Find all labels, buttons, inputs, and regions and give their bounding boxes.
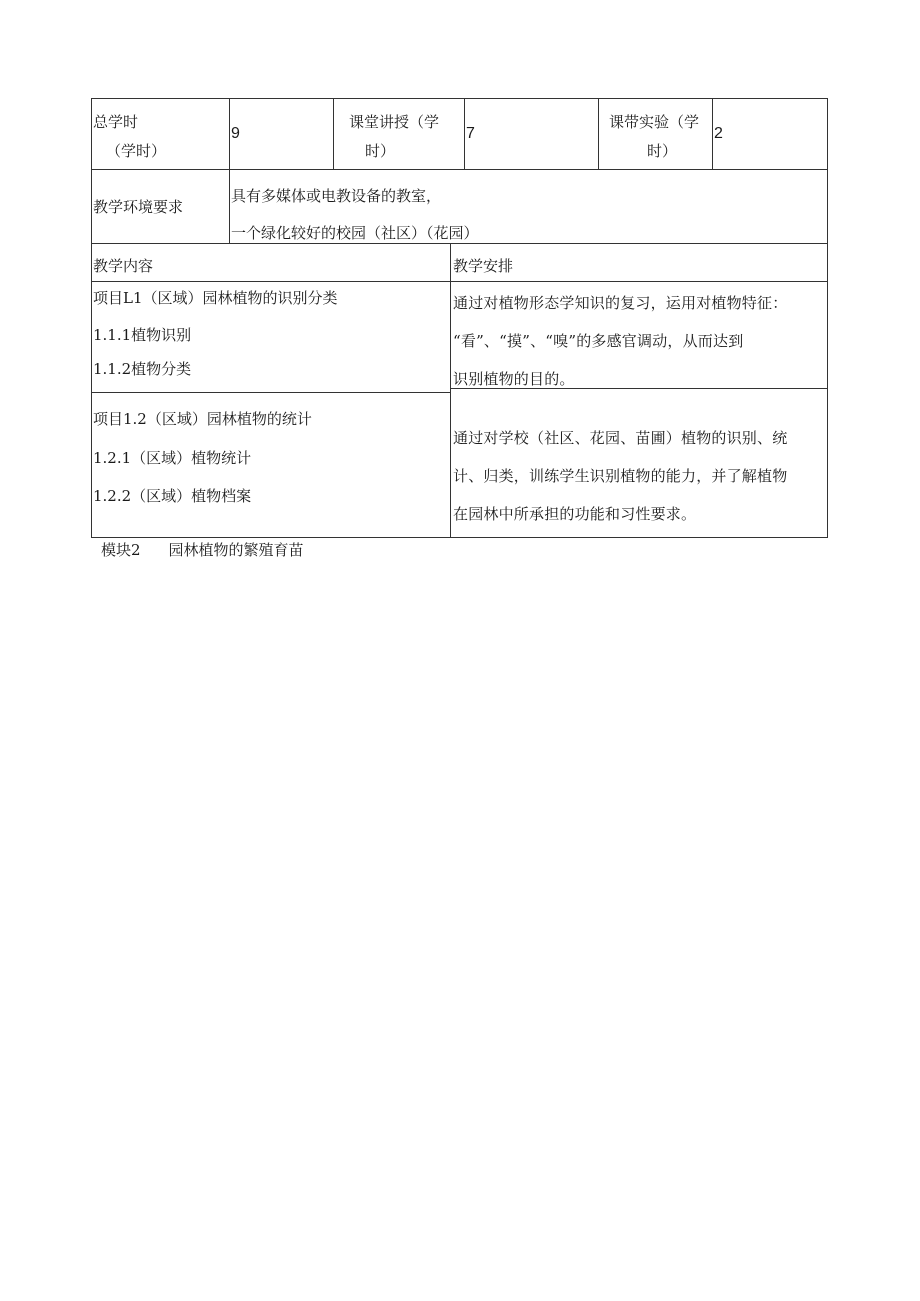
module-title: 园林植物的繁殖育苗 bbox=[168, 541, 304, 559]
header-teaching-content: 教学内容 bbox=[93, 257, 154, 275]
environment-label: 教学环境要求 bbox=[93, 198, 184, 216]
project-2-arrangement-line-2: 计、归类，训练学生识别植物的能力，并了解植物 bbox=[453, 467, 788, 485]
project-1-item-2: 1.1.2植物分类 bbox=[93, 360, 192, 378]
environment-label-cell bbox=[92, 169, 230, 243]
content-table bbox=[91, 243, 828, 538]
environment-line-1: 具有多媒体或电教设备的教室， bbox=[231, 187, 442, 205]
total-hours-label-line1: 总学时 bbox=[93, 113, 139, 131]
project-2-item-2: 1.2.2（区域）植物档案 bbox=[93, 487, 252, 505]
left-section-divider bbox=[92, 392, 450, 393]
total-hours-value-cell bbox=[230, 99, 334, 169]
project-2-item-1: 1.2.1（区域）植物统计 bbox=[93, 449, 252, 467]
column-divider bbox=[450, 243, 451, 537]
lecture-hours-label-line2: 时） bbox=[365, 142, 396, 160]
project-2-arrangement bbox=[453, 419, 829, 533]
project-1-arrangement-line-3: 识别植物的目的。 bbox=[453, 370, 575, 388]
project-2-title: 项目1.2（区域）园林植物的统计 bbox=[93, 410, 312, 428]
lecture-hours-value: 7 bbox=[466, 125, 475, 142]
next-module-heading bbox=[101, 539, 304, 561]
header-divider bbox=[92, 281, 827, 282]
lab-hours-label-cell bbox=[599, 99, 713, 169]
lecture-hours-label-line1: 课堂讲授（学 bbox=[349, 113, 440, 131]
total-hours-value: 9 bbox=[231, 125, 240, 142]
environment-line-2: 一个绿化较好的校园（社区）（花园） bbox=[231, 224, 479, 242]
hours-row bbox=[91, 98, 828, 170]
header-teaching-arrangement: 教学安排 bbox=[453, 257, 514, 275]
lab-hours-value: 2 bbox=[714, 125, 723, 142]
lab-hours-label-line1: 课带实验（学 bbox=[609, 113, 700, 131]
lab-hours-value-cell bbox=[713, 99, 827, 169]
project-1-title: 项目L1（区域）园林植物的识别分类 bbox=[93, 289, 338, 307]
project-2-arrangement-line-3: 在园林中所承担的功能和习性要求。 bbox=[453, 505, 697, 523]
lecture-hours-label-cell bbox=[334, 99, 465, 169]
project-1-arrangement-line-2: “看”、“摸”、“嗅”的多感官调动，从而达到 bbox=[453, 332, 744, 350]
module-label: 模块2 bbox=[101, 541, 141, 559]
project-2-arrangement-line-1: 通过对学校（社区、花园、苗圃）植物的识别、统 bbox=[453, 429, 788, 447]
environment-row bbox=[91, 169, 828, 244]
environment-value-cell bbox=[230, 169, 827, 243]
project-1-arrangement bbox=[453, 284, 829, 398]
project-1-item-1: 1.1.1植物识别 bbox=[93, 326, 192, 344]
project-1-arrangement-line-1: 通过对植物形态学知识的复习，运用对植物特征： bbox=[453, 294, 788, 312]
lab-hours-label-line2: 时） bbox=[647, 142, 678, 160]
total-hours-label-line2: （学时） bbox=[106, 142, 167, 160]
lecture-hours-value-cell bbox=[465, 99, 599, 169]
total-hours-label-cell bbox=[92, 99, 230, 169]
